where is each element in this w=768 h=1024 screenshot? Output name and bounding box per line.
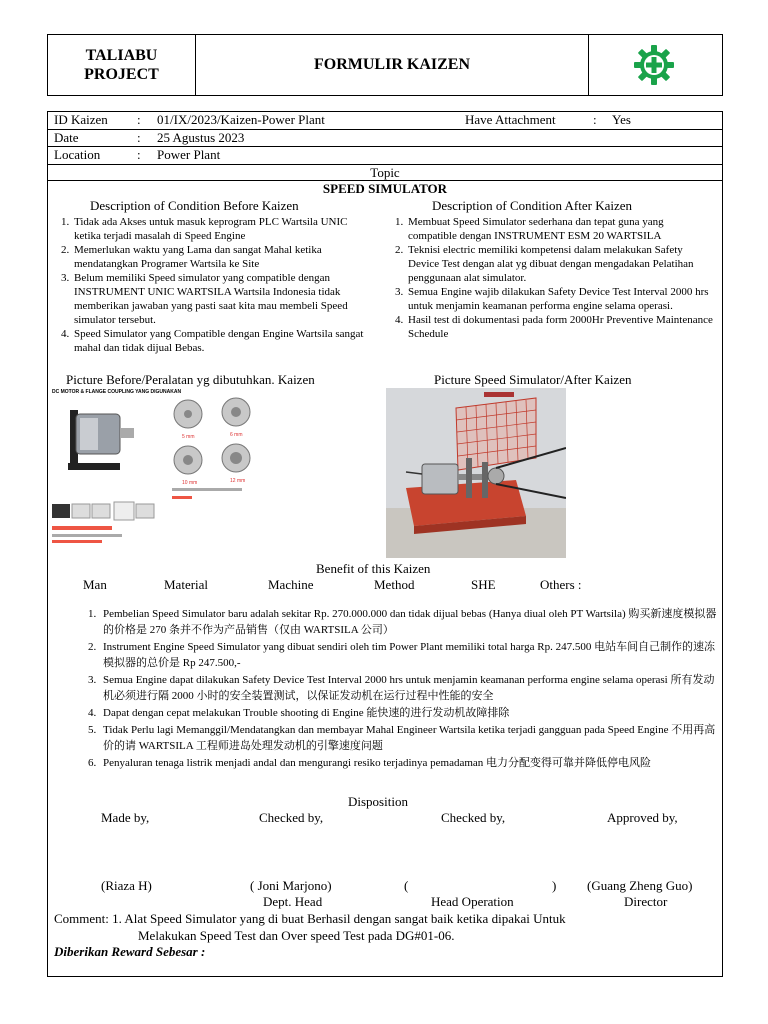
gear-cross-icon bbox=[633, 44, 675, 86]
before-item-3: 3. Belum memiliki Speed simulator yang compatible dengan INSTRUMENT UNIC WARTSILA Wartsila Indonesia tidak memberikan jawaban yang pasti saat kita mau membeli Speed simulator tersebut. bbox=[72, 271, 376, 327]
header-divider-2 bbox=[588, 34, 589, 96]
before-item-1: 1. Tidak ada Akses untuk masuk keprogram PLC Wartsila UNIC ketika terjadi masalah di Speed Engine bbox=[72, 215, 376, 243]
date-label: Date bbox=[54, 130, 79, 145]
benefit-item-4: 4. Dapat dengan cepat melakukan Trouble shooting di Engine 能快速的进行发动机故障排除 bbox=[99, 705, 717, 721]
benefit-list-wrapper bbox=[47, 606, 717, 772]
comment-line-1: Comment: 1. Alat Speed Simulator yang di buat Berhasil dengan sangat baik ketika dipakai Untuk bbox=[54, 911, 566, 926]
benefit-category-others: Others : bbox=[540, 577, 582, 592]
signer-role-3: Head Operation bbox=[431, 894, 514, 909]
made-by-label: Made by, bbox=[101, 810, 150, 825]
topic-title: SPEED SIMULATOR bbox=[322, 181, 448, 196]
approved-by-label: Approved by, bbox=[607, 810, 678, 825]
row-line-2 bbox=[47, 146, 723, 147]
before-list bbox=[54, 215, 376, 355]
size-label-5mm: 5 mm bbox=[182, 434, 195, 440]
benefit-item-5: 5. Tidak Perlu lagi Memanggil/Mendatangkan dan membayar Mahal Engineer Wartsila ketika terjadi gangguan pada Speed Engine 不用再高价的请 WARTSILA 工程师进岛处理发动机的引擎速度问题 bbox=[99, 722, 717, 754]
benefit-item-3: 3. Semua Engine dapat dilakukan Safety Device Test Interval 2000 hrs untuk menjamin keamanan performa engine selama operasi 所有发动机必须进行隔 2000 小时的安全装置测试，以保证发动机在运行过程中性能的安全 bbox=[99, 672, 717, 704]
benefit-heading: Benefit of this Kaizen bbox=[316, 561, 431, 576]
picture-before-image bbox=[50, 388, 262, 556]
benefit-category-she: SHE bbox=[471, 577, 496, 592]
after-heading: Description of Condition After Kaizen bbox=[432, 198, 633, 213]
attachment-value: Yes bbox=[612, 112, 631, 127]
after-item-3: 3. Semua Engine wajib dilakukan Safety Device Test Interval 2000 hrs untuk menjamin keamanan performa engine selama operasi. bbox=[406, 285, 714, 313]
comment-line-2: Melakukan Speed Test dan Over speed Test pada DG#01-06. bbox=[138, 928, 455, 943]
size-label-6mm: 6 mm bbox=[230, 432, 243, 438]
project-line-1: TALIABU bbox=[85, 47, 158, 64]
after-list-wrapper bbox=[388, 215, 714, 341]
picture-before-caption: DC MOTOR & FLANGE COUPLING YANG DIGUNAKAN bbox=[52, 389, 182, 395]
benefit-item-6: 6. Penyaluran tenaga listrik menjadi andal dan mengurangi resiko terjadinya pemadaman 电力分配变得可靠并降低停电风险 bbox=[99, 755, 717, 771]
size-label-10mm: 10 mm bbox=[182, 480, 198, 486]
picture-before-heading: Picture Before/Peralatan yg dibutuhkan. Kaizen bbox=[66, 372, 315, 387]
row-line-1 bbox=[47, 129, 723, 130]
project-name bbox=[48, 46, 195, 84]
signer-name-3-open: ( bbox=[404, 878, 409, 893]
attachment-label: Have Attachment bbox=[465, 112, 556, 127]
before-item-2: 2. Memerlukan waktu yang Lama dan sangat Mahal ketika mendatangkan Programer Wartsila ke Site bbox=[72, 243, 376, 271]
picture-after-image bbox=[386, 388, 566, 558]
topic-label: Topic bbox=[370, 165, 400, 180]
checked-by-1-label: Checked by, bbox=[259, 810, 324, 825]
signer-role-2: Dept. Head bbox=[263, 894, 323, 909]
after-item-1: 1. Membuat Speed Simulator sederhana dan tepat guna yang compatible dengan INSTRUMENT ESM 20 WARTSILA bbox=[406, 215, 714, 243]
benefit-item-1: 1. Pembelian Speed Simulator baru adalah sekitar Rp. 270.000.000 dan tidak dijual bebas (Hanya diual oleh PT Wartsila) 购买新速度模拟器的价格是 270 条并不作为产品销售（仅由 WARTSILA 公司） bbox=[99, 606, 717, 638]
before-list-wrapper bbox=[54, 215, 376, 355]
after-item-2: 2. Teknisi electric memiliki kompetensi dalam melakukan Safety Device Test dengan alat yg dibuat dengan mengadakan Pelatihan penggunaan alat simulator. bbox=[406, 243, 714, 285]
after-item-4: 4. Hasil test di dokumentasi pada form 2000Hr Preventive Maintenance Schedule bbox=[406, 313, 714, 341]
id-kaizen-value: 01/IX/2023/Kaizen-Power Plant bbox=[157, 112, 325, 127]
picture-after-heading: Picture Speed Simulator/After Kaizen bbox=[434, 372, 632, 387]
benefit-category-man: Man bbox=[83, 577, 107, 592]
signer-name-3-close: ) bbox=[552, 878, 557, 893]
benefit-category-material: Material bbox=[164, 577, 209, 592]
checked-by-2-label: Checked by, bbox=[441, 810, 506, 825]
reward-label: Diberikan Reward Sebesar : bbox=[54, 944, 206, 959]
signer-name-1: (Riaza H) bbox=[101, 878, 152, 893]
disposition-heading: Disposition bbox=[348, 794, 408, 809]
benefit-category-machine: Machine bbox=[268, 577, 314, 592]
location-label: Location bbox=[54, 147, 101, 162]
date-value: 25 Agustus 2023 bbox=[157, 130, 245, 145]
form-title: FORMULIR KAIZEN bbox=[313, 56, 470, 73]
before-heading: Description of Condition Before Kaizen bbox=[90, 198, 299, 213]
signer-role-4: Director bbox=[624, 894, 668, 909]
benefit-item-2: 2. Instrument Engine Speed Simulator yang dibuat sendiri oleh tim Power Plant memiliki total harga Rp. 247.500 电站车间自己制作的速冻模拟器的总价是 Rp 247.500,- bbox=[99, 639, 717, 671]
size-label-12mm: 12 mm bbox=[230, 478, 246, 484]
id-kaizen-label: ID Kaizen bbox=[54, 112, 108, 127]
signer-name-4: (Guang Zheng Guo) bbox=[587, 878, 693, 893]
after-list bbox=[388, 215, 714, 341]
location-colon: : bbox=[137, 147, 141, 162]
before-item-4: 4. Speed Simulator yang Compatible dengan Engine Wartsila sangat mahal dan tidak dijual Bebas. bbox=[72, 327, 376, 355]
benefit-category-method: Method bbox=[374, 577, 415, 592]
date-colon: : bbox=[137, 130, 141, 145]
attachment-colon: : bbox=[593, 112, 597, 127]
location-value: Power Plant bbox=[157, 147, 221, 162]
benefit-list bbox=[47, 606, 717, 771]
id-kaizen-colon: : bbox=[137, 112, 141, 127]
project-line-2: PROJECT bbox=[84, 66, 159, 83]
signer-name-2: ( Joni Marjono) bbox=[250, 878, 332, 893]
